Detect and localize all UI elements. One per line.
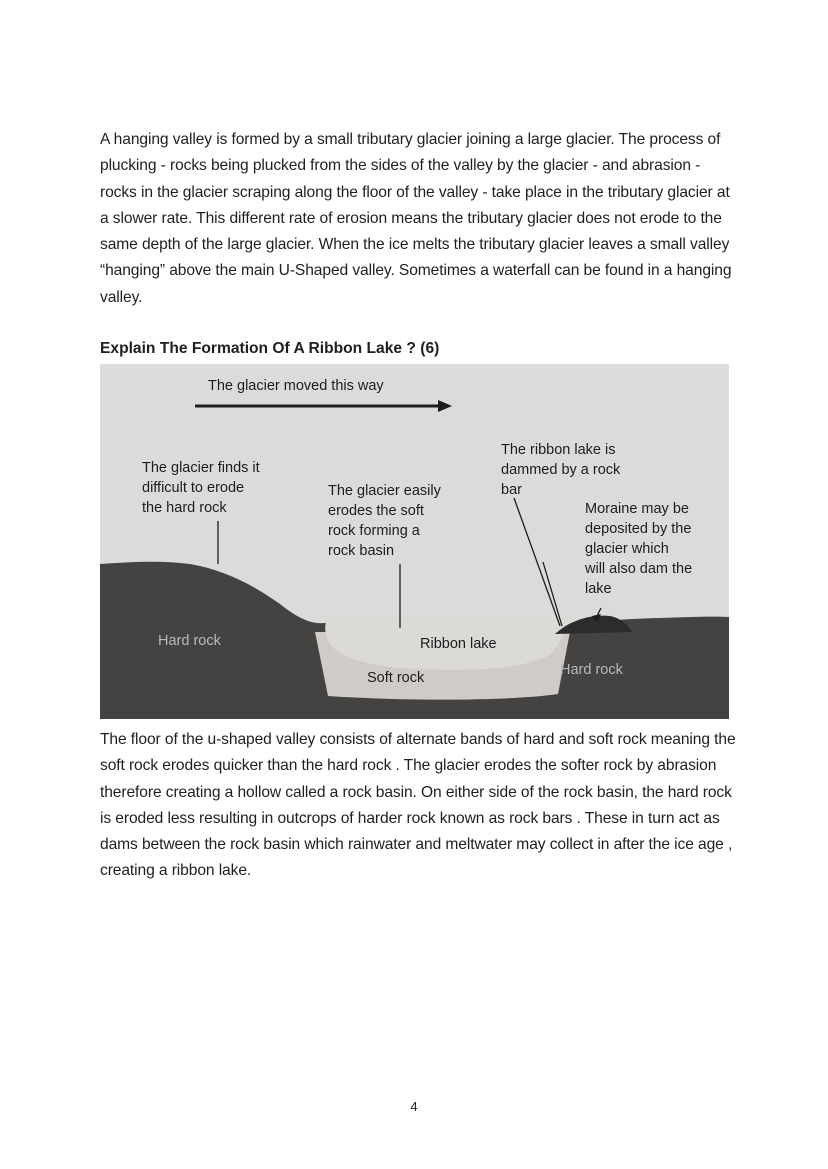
rock-bar-note-line: The ribbon lake is [501, 442, 616, 458]
moraine-note-line: glacier which [585, 541, 669, 557]
page-number: 4 [410, 1099, 418, 1114]
hard-rock-left-label: Hard rock [158, 633, 221, 649]
moraine-note-line: deposited by the [585, 521, 692, 537]
hard-rock-note-line: The glacier finds it [142, 460, 260, 476]
rock-bar-note-line: bar [501, 482, 522, 498]
hanging-valley-paragraph: A hanging valley is formed by a small tributary glacier joining a large glacier. The process of plucking - rocks being plucked from the sides of the valley by the glacier - and abrasion - rocks in the glacier scraping along the floor of the valley - take place in the tributary glacier at a slower rate. This different rate of erosion means the tributary glacier does not erode to the same depth of the large glacier. When the ice melts the tributary glacier leaves a small valley “hanging” above the main U-Shaped valley. Sometimes a waterfall can be found in a hanging valley. [100, 131, 732, 306]
ribbon-lake-diagram [100, 364, 729, 719]
soft-rock-note-line: The glacier easily [328, 483, 441, 499]
ribbon-lake-answer-paragraph: The floor of the u-shaped valley consists of alternate bands of hard and soft rock meaning the soft rock erodes quicker than the hard rock . The glacier erodes the softer rock by abrasion therefore creating a hollow called a rock basin. On either side of the rock basin, the hard rock is eroded less resulting in outcrops of harder rock known as rock bars . These in turn act as dams between the rock basin which rainwater and meltwater may collect in after the ice age , creating a ribbon lake. [100, 731, 736, 880]
soft-rock-note-line: rock basin [328, 543, 395, 559]
moraine-note-line: Moraine may be [585, 501, 689, 517]
glacier-direction-label: The glacier moved this way [208, 378, 384, 394]
rock-bar-note-line: dammed by a rock [501, 462, 621, 478]
soft-rock-note-line: rock forming a [328, 523, 420, 539]
soft-rock-note-line: erodes the soft [328, 503, 424, 519]
ribbon-lake-question-heading: Explain The Formation Of A Ribbon Lake ? (6) [100, 340, 440, 357]
hard-rock-note-line: difficult to erode [142, 480, 245, 496]
soft-rock-label: Soft rock [367, 670, 425, 686]
hard-rock-note-line: the hard rock [142, 500, 227, 516]
moraine-note-line: will also dam the [585, 561, 693, 577]
hard-rock-right-label: Hard rock [560, 662, 623, 678]
moraine-note-line: lake [585, 581, 612, 597]
ribbon-lake-label: Ribbon lake [420, 636, 497, 652]
